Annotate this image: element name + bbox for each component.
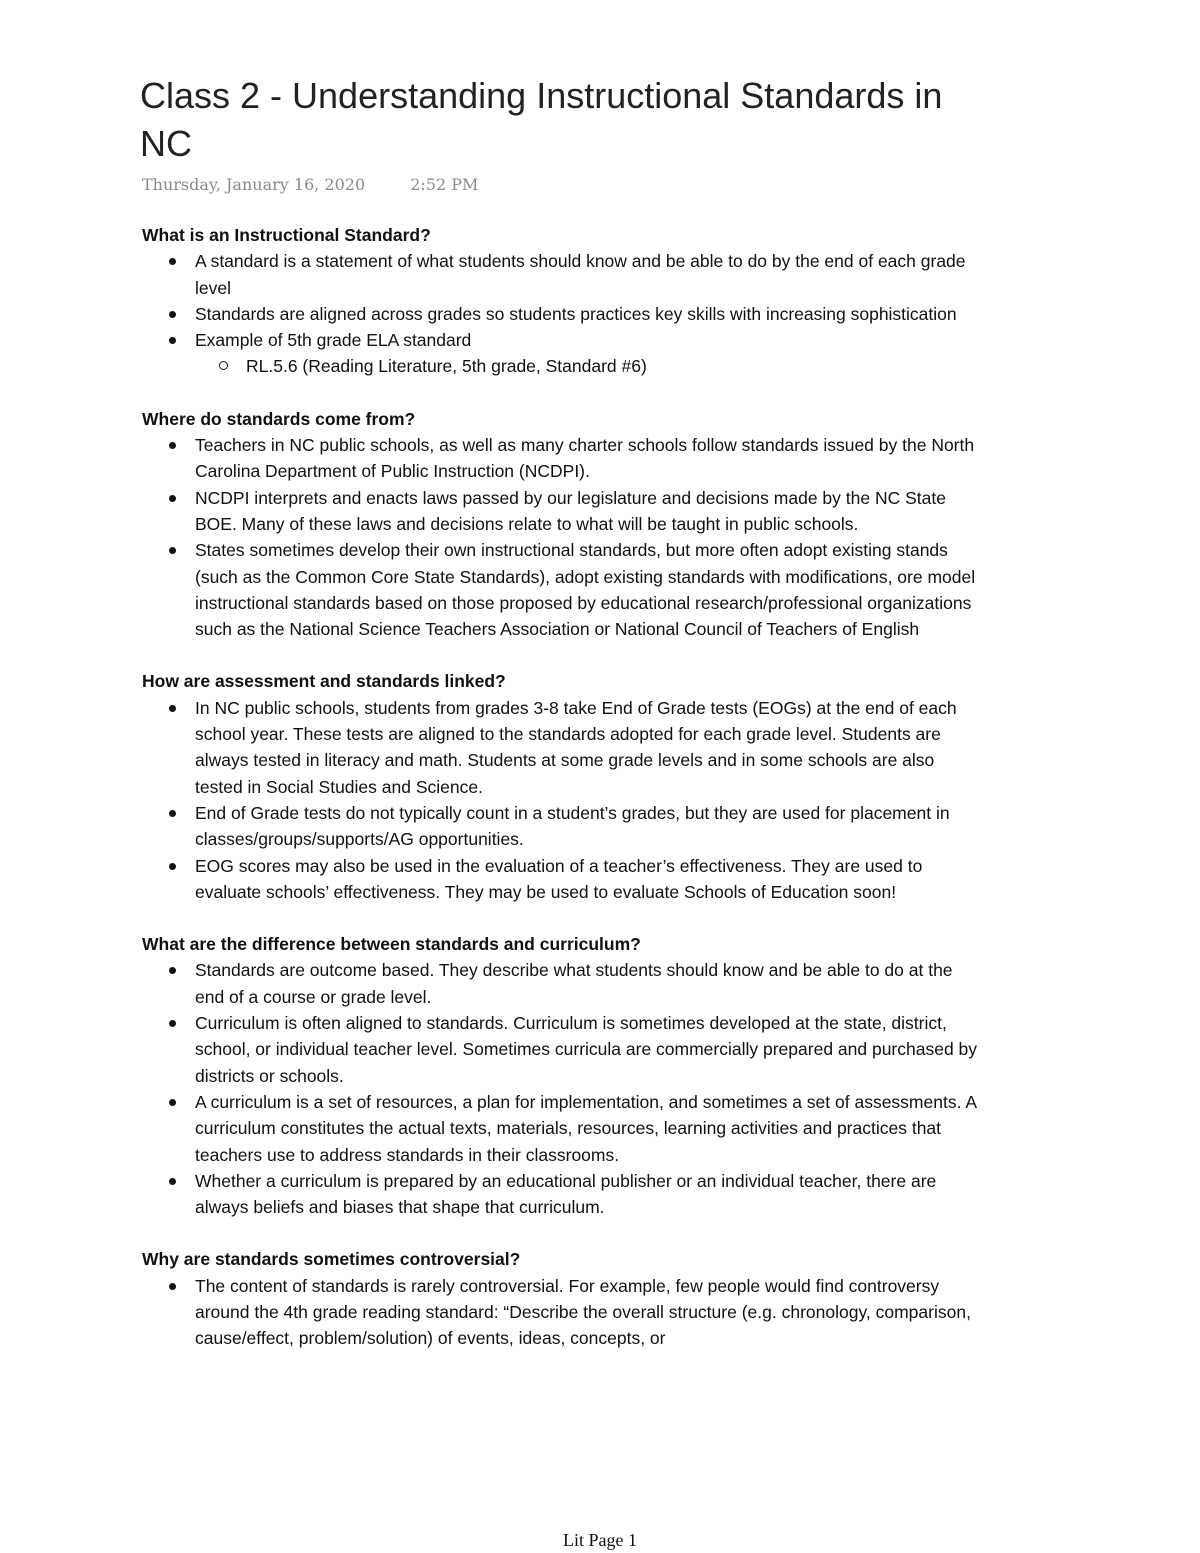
bullet-list <box>142 695 982 905</box>
note-date: Thursday, January 16, 2020 <box>142 175 366 194</box>
bullet-list <box>142 957 982 1220</box>
bullet-item: EOG scores may also be used in the evaluation of a teacher’s effectiveness. They are used to evaluate schools’ effectiveness. They may be used to evaluate Schools of Education soon! <box>195 853 982 906</box>
section-standards-controversy <box>142 1246 982 1351</box>
bullet-item: Teachers in NC public schools, as well as many charter schools follow standards issued by the North Carolina Department of Public Instruction (NCDPI). <box>195 432 982 485</box>
bullet-item <box>195 327 982 380</box>
bullet-list <box>142 248 982 379</box>
bullet-item: NCDPI interprets and enacts laws passed by our legislature and decisions made by the NC State BOE. Many of these laws and decisions relate to what will be taught in public schools. <box>195 485 982 538</box>
section-standards-vs-curriculum <box>142 931 982 1220</box>
section-instructional-standard <box>142 222 982 380</box>
bullet-text: Example of 5th grade ELA standard <box>195 330 472 351</box>
bullet-item: Curriculum is often aligned to standards. Curriculum is sometimes developed at the state, district, school, or individual teacher level. Sometimes curricula are commercially prepared and purchased by districts or schools. <box>195 1010 982 1089</box>
bullet-item: Whether a curriculum is prepared by an educational publisher or an individual teacher, there are always beliefs and biases that shape that curriculum. <box>195 1168 982 1221</box>
note-timestamp <box>142 175 478 194</box>
section-heading: What is an Instructional Standard? <box>142 225 431 245</box>
bullet-item: The content of standards is rarely controversial. For example, few people would find controversy around the 4th grade reading standard: “Describe the overall structure (e.g. chronology, comparison, cause/effect, problem/solution) of events, ideas, concepts, or <box>195 1273 982 1352</box>
bullet-item: End of Grade tests do not typically count in a student’s grades, but they are used for placement in classes/groups/supports/AG opportunities. <box>195 800 982 853</box>
section-heading: Why are standards sometimes controversial? <box>142 1249 521 1270</box>
bullet-list <box>142 432 982 642</box>
bullet-item: Standards are aligned across grades so students practices key skills with increasing sophistication <box>195 301 982 327</box>
page-title: Class 2 - Understanding Instructional Standards in NC <box>140 75 943 164</box>
section-assessment-link <box>142 668 982 905</box>
section-heading: What are the difference between standards and curriculum? <box>142 934 641 955</box>
sub-bullet-list <box>195 353 982 379</box>
note-time: 2:52 PM <box>410 175 479 194</box>
bullet-item: A curriculum is a set of resources, a plan for implementation, and sometimes a set of assessments. A curriculum constitutes the actual texts, materials, resources, learning activities and practices that teachers use to address standards in their classrooms. <box>195 1089 982 1168</box>
section-heading: How are assessment and standards linked? <box>142 671 506 692</box>
sub-bullet-item: RL.5.6 (Reading Literature, 5th grade, Standard #6) <box>246 353 982 379</box>
bullet-item: Standards are outcome based. They describe what students should know and be able to do at the end of a course or grade level. <box>195 957 982 1010</box>
section-heading: Where do standards come from? <box>142 408 416 429</box>
bullet-item: In NC public schools, students from grades 3-8 take End of Grade tests (EOGs) at the end of each school year. These tests are aligned to the standards adopted for each grade level. Students are always tested in literacy and math. Students at some grade levels and in some schools are also tested in Social Studies and Science. <box>195 695 982 800</box>
note-body <box>142 222 982 1378</box>
bullet-item: States sometimes develop their own instructional standards, but more often adopt existing stands (such as the Common Core State Standards), adopt existing standards with modifications, ore model instructional standards based on those proposed by educational research/professional organizations such as the National Science Teachers Association or National Council of Teachers of English <box>195 537 982 642</box>
bullet-list <box>142 1273 982 1352</box>
section-standards-origin <box>142 406 982 643</box>
bullet-item: A standard is a statement of what students should know and be able to do by the end of each grade level <box>195 248 982 301</box>
page-footer: Lit Page 1 <box>563 1530 637 1550</box>
